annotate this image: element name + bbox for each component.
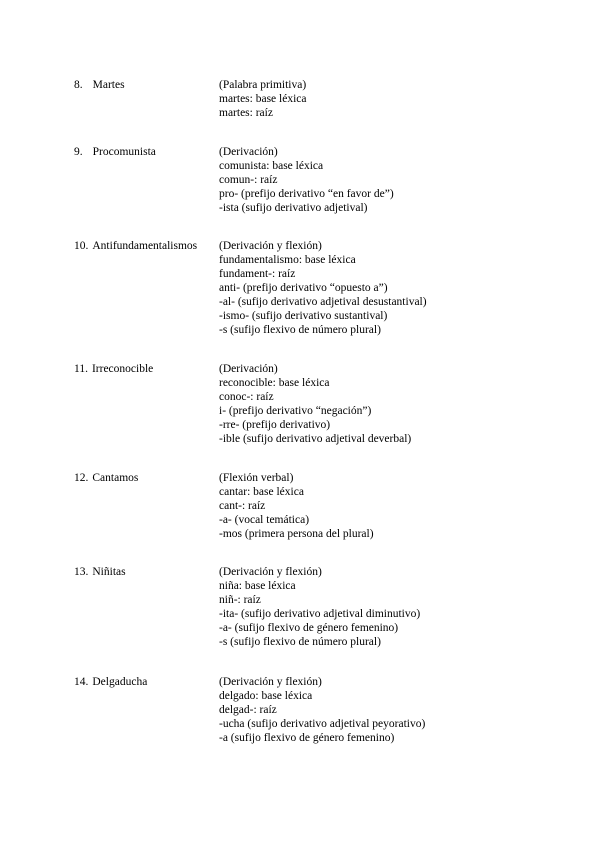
entry-number: 14. xyxy=(74,676,89,688)
entry-analysis xyxy=(219,471,539,541)
analysis-line: -a (sufijo flexivo de género femenino) xyxy=(219,732,395,744)
entry-word: Antifundamentalismos xyxy=(92,240,198,252)
analysis-line: -ismo- (sufijo derivativo sustantival) xyxy=(219,310,388,322)
analysis-line: anti- (prefijo derivativo “opuesto a”) xyxy=(219,282,388,294)
entry-term xyxy=(74,362,153,376)
entry-number: 12. xyxy=(74,472,89,484)
entry-word: Niñitas xyxy=(92,566,126,578)
analysis-line: fundamentalismo: base léxica xyxy=(219,254,356,266)
entry-term xyxy=(74,675,147,689)
analysis-line: niña: base léxica xyxy=(219,580,296,592)
analysis-line: i- (prefijo derivativo “negación”) xyxy=(219,405,372,417)
analysis-type: (Derivación) xyxy=(219,363,278,375)
entry-number: 8. xyxy=(74,79,83,91)
analysis-type: (Palabra primitiva) xyxy=(219,79,307,91)
analysis-type: (Flexión verbal) xyxy=(219,472,294,484)
entry-analysis xyxy=(219,78,539,120)
entry-number: 9. xyxy=(74,146,83,158)
analysis-line: comunista: base léxica xyxy=(219,160,324,172)
entry-term xyxy=(74,239,197,253)
entry-term xyxy=(74,471,138,485)
analysis-line: cant-: raíz xyxy=(219,500,266,512)
entry-word: Irreconocible xyxy=(91,363,154,375)
entry-term xyxy=(74,145,156,159)
entry-number: 11. xyxy=(74,363,88,375)
analysis-line: comun-: raíz xyxy=(219,174,278,186)
entry-analysis xyxy=(219,145,539,215)
analysis-line: -rre- (prefijo derivativo) xyxy=(219,419,331,431)
analysis-line: martes: raíz xyxy=(219,107,273,119)
entry-word: Martes xyxy=(92,79,125,91)
analysis-line: niñ-: raíz xyxy=(219,594,261,606)
analysis-line: -s (sufijo flexivo de número plural) xyxy=(219,324,381,336)
analysis-line: -al- (sufijo derivativo adjetival desustantival) xyxy=(219,296,427,308)
entry-word: Procomunista xyxy=(92,146,156,158)
analysis-line: -a- (vocal temática) xyxy=(219,514,310,526)
entry-term xyxy=(74,78,125,92)
analysis-type: (Derivación y flexión) xyxy=(219,566,322,578)
analysis-line: -ible (sufijo derivativo adjetival deverbal) xyxy=(219,433,412,445)
analysis-line: -ista (sufijo derivativo adjetival) xyxy=(219,202,368,214)
entry-term xyxy=(74,565,126,579)
entry-number: 13. xyxy=(74,566,89,578)
analysis-line: conoc-: raíz xyxy=(219,391,274,403)
analysis-line: martes: base léxica xyxy=(219,93,307,105)
analysis-line: -ita- (sufijo derivativo adjetival diminutivo) xyxy=(219,608,421,620)
analysis-line: -mos (primera persona del plural) xyxy=(219,528,374,540)
entry-analysis xyxy=(219,675,539,745)
analysis-line: -a- (sufijo flexivo de género femenino) xyxy=(219,622,399,634)
entry-word: Delgaducha xyxy=(92,676,148,688)
analysis-type: (Derivación y flexión) xyxy=(219,240,322,252)
analysis-line: delgad-: raíz xyxy=(219,704,277,716)
analysis-line: delgado: base léxica xyxy=(219,690,313,702)
analysis-line: fundament-: raíz xyxy=(219,268,296,280)
analysis-line: -ucha (sufijo derivativo adjetival peyorativo) xyxy=(219,718,426,730)
analysis-type: (Derivación y flexión) xyxy=(219,676,322,688)
analysis-line: -s (sufijo flexivo de número plural) xyxy=(219,636,381,648)
analysis-type: (Derivación) xyxy=(219,146,278,158)
entry-word: Cantamos xyxy=(92,472,139,484)
entry-analysis xyxy=(219,362,539,446)
entry-number: 10. xyxy=(74,240,89,252)
entry-analysis xyxy=(219,565,539,649)
entry-analysis xyxy=(219,239,539,337)
analysis-line: reconocible: base léxica xyxy=(219,377,330,389)
analysis-line: pro- (prefijo derivativo “en favor de”) xyxy=(219,188,394,200)
analysis-line: cantar: base léxica xyxy=(219,486,304,498)
